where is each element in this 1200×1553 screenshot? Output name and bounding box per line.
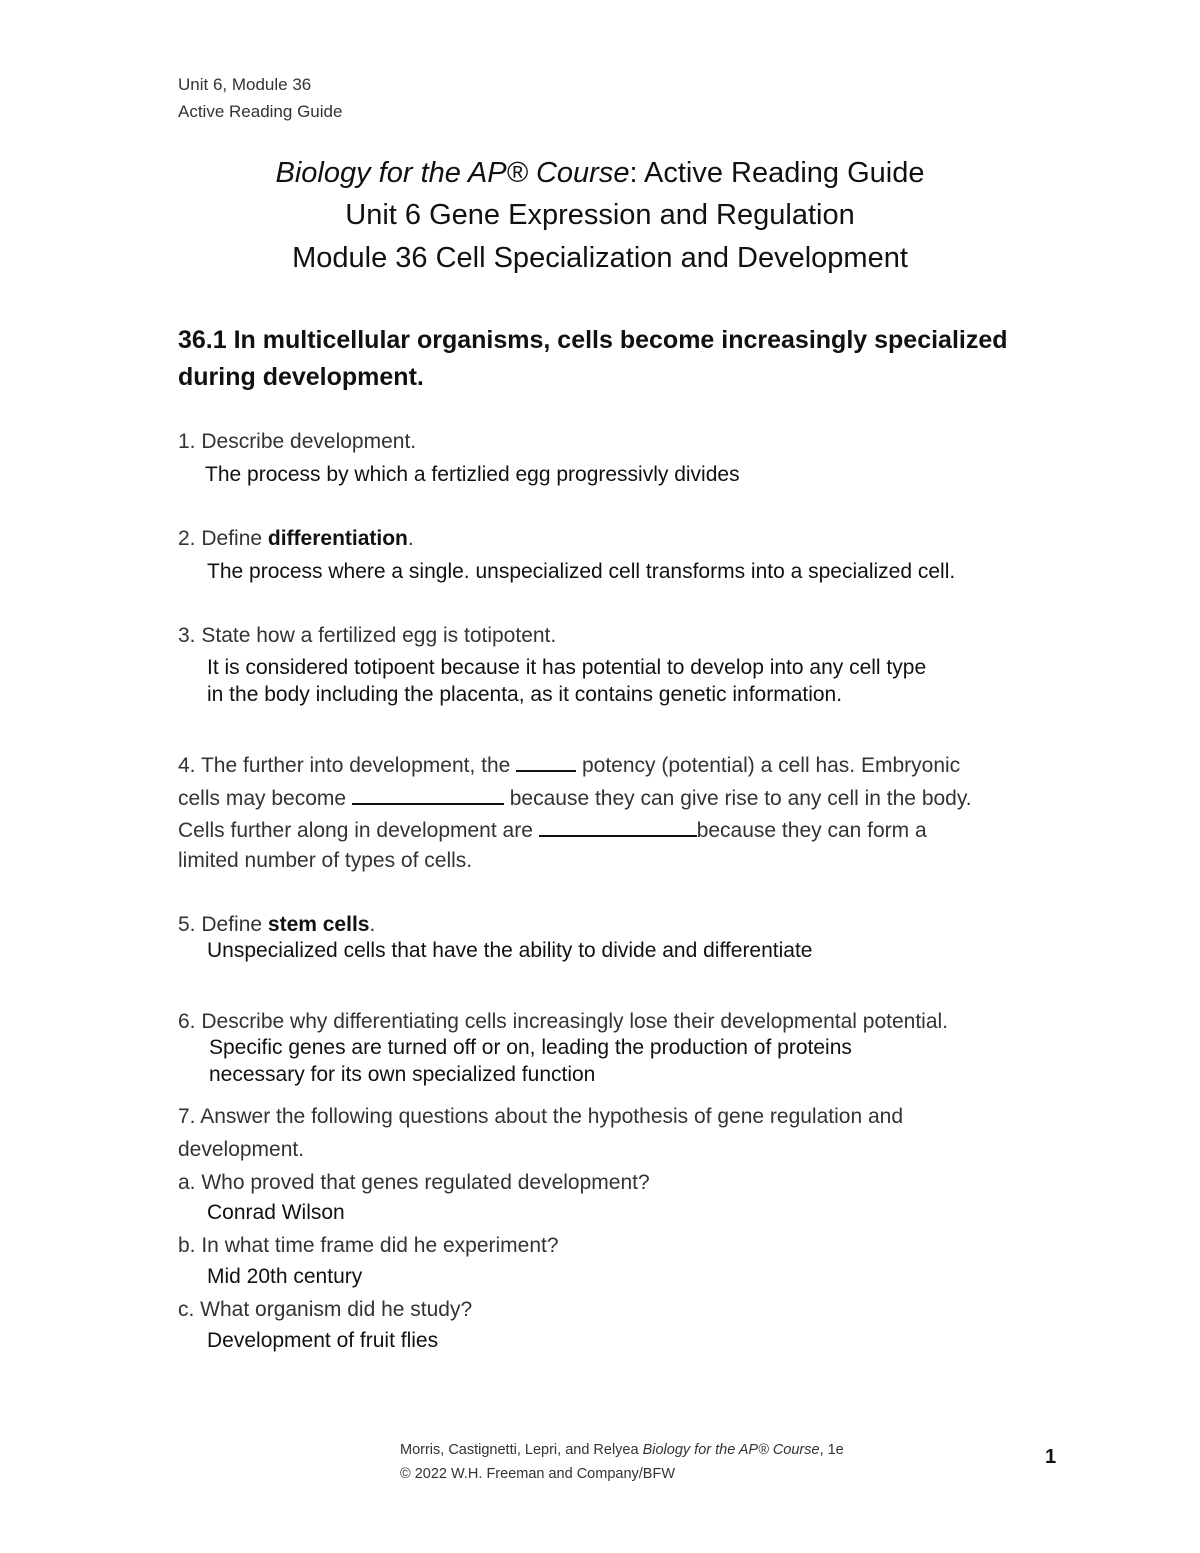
title-unit: Unit 6 Gene Expression and Regulation <box>345 199 855 231</box>
title-book-name: Biology for the AP® Course <box>275 157 630 189</box>
question-4-text-b: potency (potential) a cell has. Embryonic <box>576 754 961 777</box>
question-7c: c. What organism did he study? <box>178 1298 473 1321</box>
section-heading <box>178 322 1008 396</box>
question-7-line2: development. <box>178 1138 305 1161</box>
footer-citation <box>400 1442 844 1458</box>
answer-1: The process by which a fertizlied egg progressivly divides <box>205 463 740 486</box>
question-2-suffix: . <box>407 527 414 550</box>
footer-edition: , 1e <box>819 1442 844 1458</box>
header-guide-line: Active Reading Guide <box>178 102 343 121</box>
section-heading-line1: 36.1 In multicellular organisms, cells become increasingly specialized <box>178 326 1008 354</box>
answer-7c: Development of fruit flies <box>207 1329 439 1352</box>
question-1: 1. Describe development. <box>178 430 417 453</box>
answer-7b: Mid 20th century <box>207 1265 363 1288</box>
answer-2: The process where a single. unspecialized cell transforms into a specialized cell. <box>207 560 956 583</box>
page-number: 1 <box>1045 1446 1057 1468</box>
question-4-text-e: Cells further along in development are <box>178 819 539 842</box>
question-4-line3 <box>178 817 927 843</box>
question-6: 6. Describe why differentiating cells increasingly lose their developmental potential. <box>178 1010 949 1033</box>
title-module: Module 36 Cell Specialization and Development <box>292 242 908 274</box>
question-2 <box>178 527 414 551</box>
answer-5: Unspecialized cells that have the ability to divide and differentiate <box>207 939 813 962</box>
answer-7a: Conrad Wilson <box>207 1201 345 1224</box>
title-guide-name: : Active Reading Guide <box>629 157 925 189</box>
fill-blank-1[interactable] <box>516 752 576 772</box>
question-4-text-f: because they can form a <box>696 819 927 842</box>
answer-6-line2: necessary for its own specialized function <box>209 1063 596 1086</box>
fill-blank-3[interactable] <box>539 817 697 837</box>
footer-book-name: Biology for the AP® Course <box>642 1442 820 1458</box>
question-7a: a. Who proved that genes regulated development? <box>178 1171 650 1194</box>
question-4-line2 <box>178 785 972 811</box>
fill-blank-2[interactable] <box>352 785 504 805</box>
answer-3-line1: It is considered totipoent because it has potential to develop into any cell type <box>207 656 927 679</box>
question-3: 3. State how a fertilized egg is totipotent. <box>178 624 557 647</box>
header-unit-line: Unit 6, Module 36 <box>178 75 312 94</box>
question-4-text-a: 4. The further into development, the <box>178 754 517 777</box>
question-4-text-c: cells may become <box>178 787 352 810</box>
footer-authors: Morris, Castignetti, Lepri, and Relyea <box>400 1442 643 1458</box>
question-5 <box>178 913 375 937</box>
term-stem-cells: stem cells <box>267 913 370 936</box>
term-differentiation: differentiation <box>267 527 408 550</box>
footer-copyright: © 2022 W.H. Freeman and Company/BFW <box>400 1466 676 1482</box>
question-2-prefix: 2. Define <box>178 527 268 550</box>
question-5-prefix: 5. Define <box>178 913 268 936</box>
document-title <box>0 157 1200 190</box>
answer-3-line2: in the body including the placenta, as it contains genetic information. <box>207 683 843 706</box>
question-7-line1: 7. Answer the following questions about the hypothesis of gene regulation and <box>178 1105 904 1128</box>
question-4-line4: limited number of types of cells. <box>178 849 473 872</box>
question-5-suffix: . <box>369 913 376 936</box>
question-4-text-d: because they can give rise to any cell in the body. <box>503 787 972 810</box>
answer-6-line1: Specific genes are turned off or on, leading the production of proteins <box>209 1036 852 1059</box>
section-heading-line2: during development. <box>178 363 424 391</box>
question-7b: b. In what time frame did he experiment? <box>178 1234 559 1257</box>
question-4-line1 <box>178 752 960 778</box>
